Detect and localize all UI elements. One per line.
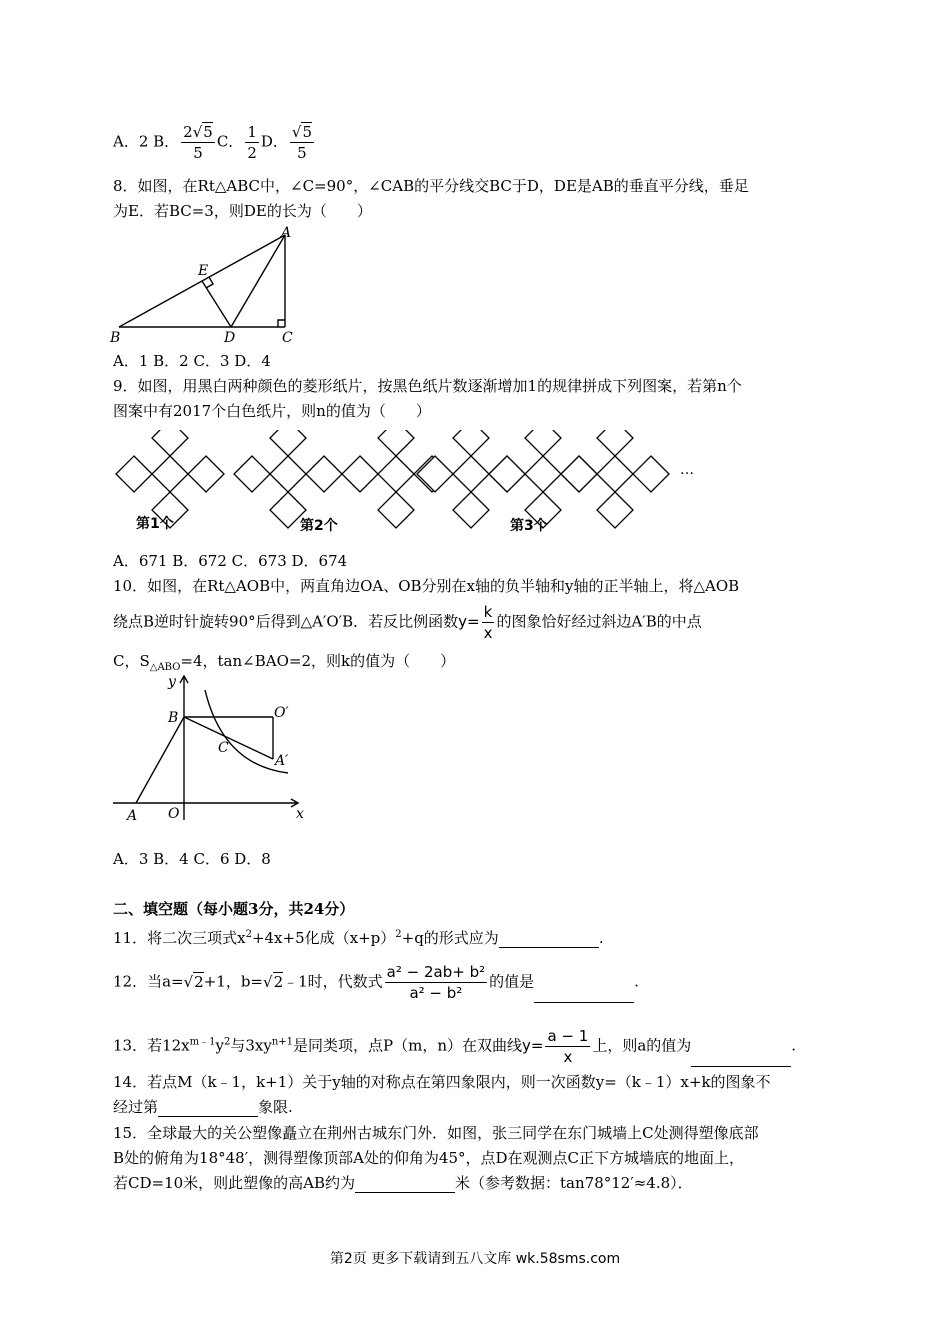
q9-caption-3: 第3个 xyxy=(510,518,548,534)
q9-line1: 9．如图，用黑白两种颜色的菱形纸片，按黑色纸片数逐渐增加1的规律拼成下列图案，若第n个 xyxy=(113,377,742,395)
q10-line2: 绕点B逆时针旋转90°后得到△A′O′B．若反比例函数y= $\frac{k}{x}$ 的图象恰好经过斜边A′B的中点 xyxy=(113,603,702,642)
q10-label-x: x xyxy=(296,806,304,822)
q9-p1-c1-center xyxy=(152,456,188,492)
q10-k-over-x-fraction: $\frac{k}{x}$ xyxy=(483,603,493,642)
q12: 12．当a=√2+1，b=√2﹣1时，代数式 $\frac{\text{a² − 2ab+ b²}}{\text{a² − b²}}$ 的值是 . xyxy=(113,963,639,1002)
q13: 13．若$12x^{m﹣1}y^2$与$3xy^{n+1}$是同类项，点P（m，n）在双曲线y= $\frac{a - 1}{x}$ 上，则a的值为 . xyxy=(113,1027,797,1066)
q11: 11．将二次三项式$x^2+4x+5$化成$(x+p)^2+q$的形式应为 . xyxy=(113,929,604,947)
q9-p2-c1-top xyxy=(270,430,306,456)
q9-p2-c2-left xyxy=(342,456,378,492)
q7-option-d-fraction: $\frac{√5}{5}$ xyxy=(291,123,312,162)
q14-answer-blank[interactable] xyxy=(158,1100,258,1117)
q9-p2-c2-top xyxy=(378,430,414,456)
q10-coordinate-figure xyxy=(108,670,323,830)
q8-line2: 为E．若BC=3，则DE的长为（ ） xyxy=(113,202,372,220)
q7-option-d: D． xyxy=(260,132,288,151)
q10-line1: 10．如图，在Rt△AOB中，两直角边OA、OB分别在x轴的负半轴和y轴的正半轴上，将△AOB xyxy=(113,577,740,595)
q9-p3-c3-center xyxy=(597,456,633,492)
q8-options: A．1 B．2 C．3 D．4 xyxy=(113,352,271,370)
q9-p3-c2-top xyxy=(525,430,561,456)
q15-line3: 若CD=10米，则此塑像的高AB约为 米（参考数据：tan78°12′≈4.8）． xyxy=(113,1174,693,1192)
q7-option-b-fraction: $\frac{2√5}{5}$ xyxy=(183,123,213,162)
q10-segment-ab xyxy=(136,717,184,803)
q15-answer-blank[interactable] xyxy=(355,1176,455,1193)
q8-segment-ad xyxy=(231,235,285,327)
q9-p3-c3-top xyxy=(597,430,633,456)
q9-p3-c3-right xyxy=(633,456,669,492)
q9-p3-c3-left xyxy=(561,456,597,492)
q10-label-o: O xyxy=(168,806,180,822)
q10-label-y: y xyxy=(168,674,176,690)
q8-line1: 8．如图，在Rt△ABC中，∠C=90°，∠CAB的平分线交BC于D，DE是AB的垂直平分线，垂足 xyxy=(113,177,749,195)
q7-option-c-fraction: $\frac{1}{2}$ xyxy=(247,123,257,162)
q9-line2: 图案中有2017个白色纸片，则n的值为（ ） xyxy=(113,402,431,420)
q9-p3-c1-top xyxy=(453,430,489,456)
q9-p2-c2-bottom xyxy=(378,492,414,528)
section-2-heading: 二、填空题（每小题3分，共24分） xyxy=(113,900,355,918)
q10-label-o-prime: O′ xyxy=(274,705,289,721)
q10-line3: C，$S_{\triangle ABO}=4$，tan∠BAO=2，则k的值为（ ） xyxy=(113,652,456,673)
q12-expression-fraction: $\frac{\text{a² − 2ab+ b²}}{\text{a² − b²}}$ xyxy=(386,963,486,1002)
q11-answer-blank[interactable] xyxy=(499,931,599,948)
q7-option-a: A．2 B． xyxy=(113,132,180,151)
q9-p3-c1-center xyxy=(453,456,489,492)
q10-options: A．3 B．4 C．6 D．8 xyxy=(113,850,271,868)
q8-right-angle-mark-c xyxy=(278,320,285,327)
q9-p2-c1-right xyxy=(306,456,342,492)
q9-p1-c1-right xyxy=(188,456,224,492)
q9-caption-1: 第1个 xyxy=(136,516,174,532)
q12-answer-blank[interactable] xyxy=(534,986,634,1003)
q13-hyperbola-fraction: $\frac{a - 1}{x}$ xyxy=(547,1027,589,1066)
q10-label-c: C xyxy=(218,740,229,756)
q8-label-e: E xyxy=(198,263,209,279)
q9-p3-c1-left xyxy=(417,456,453,492)
q8-label-b: B xyxy=(110,330,121,346)
q9-p2-c2-center xyxy=(378,456,414,492)
q8-label-a: A xyxy=(281,225,292,241)
q14-line2: 经过第 象限. xyxy=(113,1098,293,1116)
q8-label-c: C xyxy=(282,330,293,346)
q9-ellipsis: … xyxy=(680,462,694,478)
q10-label-a-prime: A′ xyxy=(275,753,289,769)
q9-p3-c2-left xyxy=(489,456,525,492)
q9-p1-c1-top xyxy=(152,430,188,456)
q8-label-d: D xyxy=(224,330,236,346)
q9-p2-c1-center xyxy=(270,456,306,492)
q15-line1: 15．全球最大的关公塑像矗立在荆州古城东门外．如图，张三同学在东门城墙上C处测得塑像底部 xyxy=(113,1124,759,1142)
q13-answer-blank[interactable] xyxy=(691,1050,791,1067)
q14-line1: 14．若点M（k﹣1，k+1）关于y轴的对称点在第四象限内，则一次函数y=（k﹣1）x+k的图象不 xyxy=(113,1073,771,1091)
q8-triangle-figure xyxy=(108,222,308,346)
page-footer: 第2页 更多下载请到五八文库 wk.58sms.com xyxy=(329,1251,621,1267)
q10-label-b: B xyxy=(168,710,179,726)
q15-line2: B处的俯角为18°48′，测得塑像顶部A处的仰角为45°，点D在观测点C正下方城墙底的地面上， xyxy=(113,1149,745,1167)
q7-options xyxy=(113,122,316,163)
q9-p2-c1-left xyxy=(234,456,270,492)
q9-p1-c1-left xyxy=(116,456,152,492)
q9-rhombus-pattern-figure xyxy=(108,430,708,545)
q10-label-a: A xyxy=(127,808,138,824)
q7-option-c: C． xyxy=(216,132,244,151)
q9-p3-c3-bottom xyxy=(597,492,633,528)
q9-p3-c2-center xyxy=(525,456,561,492)
q9-p3-c1-bottom xyxy=(453,492,489,528)
q9-options: A．671 B．672 C．673 D．674 xyxy=(113,552,348,570)
q9-caption-2: 第2个 xyxy=(300,518,338,534)
